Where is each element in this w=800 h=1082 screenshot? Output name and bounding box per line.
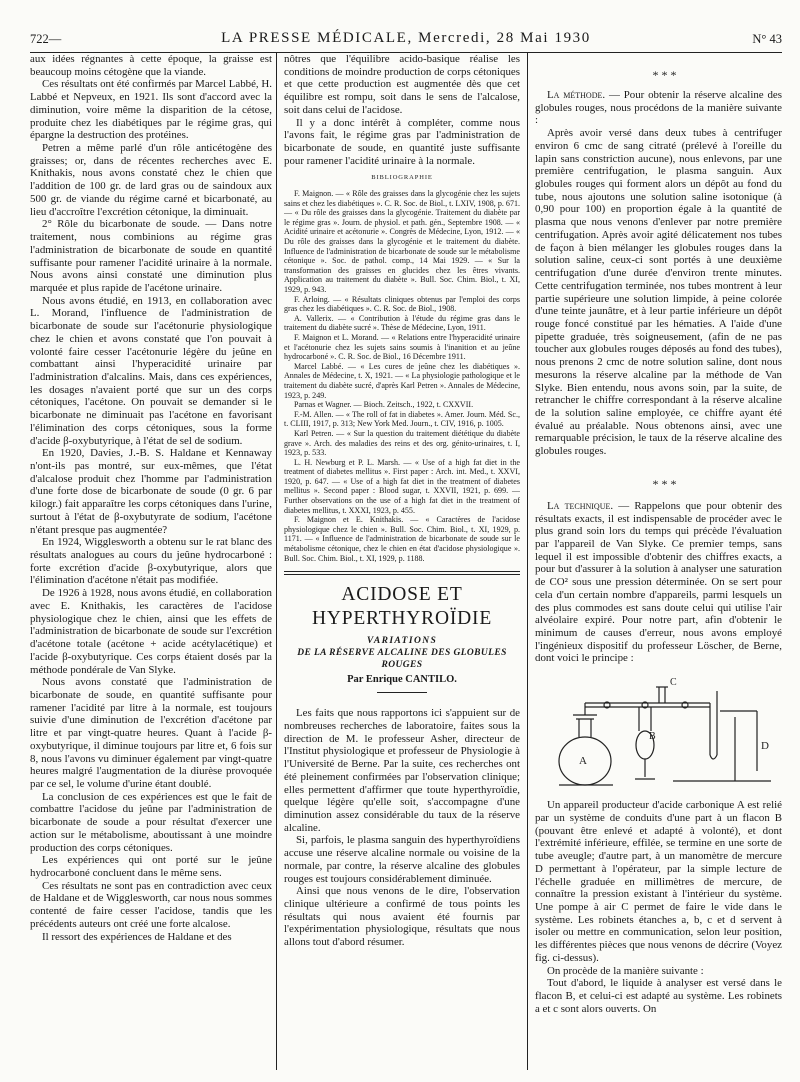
column-3 <box>535 53 782 1070</box>
methode-intro: La méthode. — Pour obtenir la réserve alcaline des globules rouges, nous procédons de la manière suivante : <box>535 89 782 127</box>
journal-title: LA PRESSE MÉDICALE, Mercredi, 28 Mai 1930 <box>221 30 591 46</box>
paragraph: nôtres que l'équilibre acido-basique réalise les conditions de moindre production de corps cétoniques et que cette production est augmentée dès que cet équilibre est rompu, soit dans le sens de l'alcalose, soit dans celui de l'acidose. <box>284 53 520 116</box>
page-number: 722— <box>30 32 62 46</box>
bibliography-entry: L. H. Newburg et P. L. Marsh. — « Use of a high fat diet in the treatment of diabetes mellitus ». First paper : Arch. int. Med., t. XXVI, 1920, p. 647. — « Use of a high fat diet in the treatment of diabetes mellitus ». Second paper : Blood sugar, t. XXVII, 1921, p. 699. — Further observations on the use of a high fat diet in the treatment of diabetes mellitus, t. XXXI, 1923, p. 455. <box>284 457 520 515</box>
bibliography-entry: F. Maignon. — « Rôle des graisses dans la glycogénie chez les sujets sains et chez les diabétiques ». C. R. Soc. de Biol., t. LXIV, 1908, p. 671. — « Du rôle des graisses dans la glycogénie. Traitement du diabète par le régime gras ». Journ. de physiol. et path. gén., Septembre 1908. — « Acidité urinaire et acétonurie ». Congrès de Médecine, Lyon, 1912. — « Du rôle des graisses dans la glycogénie et le traitement du diabète. Influence de l'administration de bicarbonate de soude sur le métabolisme cétonique ». Soc. de pathol. comp., 14 Mai 1929. — « Sur la transformation des graisses en glucides chez les êtres vivants. Application au traitement du diabète ». Bull. Soc. Chim. Biol., t. XI, 1929, p. 943. <box>284 189 520 294</box>
section-heading-methode: La méthode. <box>547 89 606 101</box>
label-b: B <box>649 731 656 743</box>
paragraph: Ces résultats ne sont pas en contradiction avec ceux de Haldane et de Wigglesworth, car nous nous sommes contenté de faire cesser l'acidose, tandis que les précédents auteurs ont créé une forte alcalose. <box>30 879 272 930</box>
paragraph: aux idées régnantes à cette époque, la graisse est beaucoup moins cétogène que la viande. <box>30 53 272 78</box>
bibliography-entry: A. Vallerix. — « Contribution à l'étude du régime gras dans le traitement du diabète sucré ». Thèse de Médecine, Lyon, 1911. <box>284 313 520 333</box>
paragraph: Ces résultats ont été confirmés par Marcel Labbé, H. Labbé et Nepveux, en 1921. Ils sont d'accord avec la diminution, voire même la disparition de la cétose, produite chez les diabétiques par le régime gras, qui épargne la destruction des protéines. <box>30 78 272 142</box>
article-rule-top-2 <box>284 574 520 575</box>
label-a: A <box>579 755 587 768</box>
paragraph: Petren a même parlé d'un rôle anticétogène des graisses; or, dans de récentes recherches avec E. Knithakis, nous avons constaté chez le chien que l'addition de 100 gr. de lard gras ou de saindoux aux 500 gr. de viande du régime carné et bicarbonaté, au lieu d'accroître l'excrétion cétonique, la diminuait. <box>30 142 272 218</box>
paragraph: En 1920, Davies, J.-B. S. Haldane et Kennaway n'ont-ils pas montré, sur eux-mêmes, que l'état d'alcalose produit chez l'homme par l'administration d'une forte dose de bicarbonate de soude (0 gr. 6 par kilogr.) fait apparaître les corps cétoniques dans l'urine, surtout à l'état de β-oxybutyrate de sodium, l'acétone n'étant presque pas augmentée? <box>30 447 272 536</box>
paragraph: Il ressort des expériences de Haldane et des <box>42 930 232 943</box>
article-byline: Par Enrique CANTILO. <box>347 674 457 686</box>
paragraph: Après avoir versé dans deux tubes à centrifuger environ 6 cmc de sang citraté (prélevé à l'oreille du lapin sans constriction aucune), nous enlevons, par une première centrifugation, le plasma sanguin. Aux globules rouges qui forment alors un dépôt au fond du tube, nous ajoutons une solution saline isotonique (à 0,90 pour 100) en proportion égale à la quantité de plasma que nous venons d'enlever par notre première centrifugation. Après avoir agité délicatement nos tubes de façon à bien mélanger les globules rouges dans la solution saline, ceux-ci sont portés à une deuxième centrifugation d'une durée d'environ trente minutes. Cette centrifugation terminée, nos tubes montrent à leur partie supérieure une solution limpide, à peine colorée d'une teinte jaunâtre, et à leur partie inférieure un dépôt rouge foncé constitué par les hématies. A l'aide d'une pipette graduée, très soigneusement, (afin de ne pas toucher aux globules rouges déposés au fond des tubes), nous prenons 2 cmc de notre solution saline, dont nous mesurons la réserve alcaline par la méthode de Van Slyke. Bien entendu, nous avons soin, par la suite, de retrancher le chiffre correspondant à la réserve alcaline de la solution saline employée, ce chiffre ayant été évalué au préalable. Nous obtenons ainsi, avec une remarquable précision, le taux de la réserve alcaline des globules rouges. <box>535 127 782 458</box>
section-heading-technique: La technique. <box>547 499 614 512</box>
article-conclusion <box>284 53 520 167</box>
paragraph: Les expériences qui ont porté sur le jeûne hydrocarboné concluent dans le même sens. <box>30 854 272 879</box>
paragraph: Nous avons constaté que l'administration de bicarbonate de soude, en quantité suffisante pour ramener l'acidité par litre à la normale, est toujours suivie d'une diminution de l'excrétion d'acétone par litre et par vingt-quatre heures. Quant à l'acide β-oxybutyrique, il diminue toujours par litre et, 6 fois sur 8, nous l'avons vu diminuer également par vingt-quatre heures malgré l'augmentation de la diurèse provoquée par ce sel, le volume d'urine étant doublé. <box>30 676 272 790</box>
technique-intro: La technique. — Rappelons que pour obtenir des résultats exacts, il est indispensable de procéder avec le plus grand soin lors du temps qui précède l'évaluation par l'appareil de Van Slyke. Ce premier temps, sans lequel il est impossible d'obtenir des chiffres exacts, a pour but d'assurer à la solution à analyser une saturation de CO² sous une pression déterminée. On se sert pour cela d'un certain nombre d'appareils, parmi lesquels un des plus commodes est sans doute celui qui utilise l'air alvéolaire expiré. Pour notre part, afin d'obtenir le minimum de causes d'erreur, nous avons employé l'ingénieux dispositif du professeur Löscher, de Berne, dont voici le principe : <box>535 499 782 665</box>
bibliography-entry: Karl Petren. — « Sur la question du traitement diététique du diabète grave ». Arch. des maladies des reins et des org. génito-urinaires, t. I, 1923, p. 533. <box>284 428 520 458</box>
paragraph: Tout d'abord, le liquide à analyser est versé dans le flacon B, et celui-ci est adapté au système. Les robinets a et c sont alors ouverts. On <box>535 977 782 1015</box>
byline-rule <box>377 692 427 693</box>
paragraph: Un appareil producteur d'acide carbonique A est relié par un système de conduits d'une part à un flacon B (pouvant être enlevé et adapté à volonté), et dont l'extrémité inférieure, effilée, se termine en une sorte de tube aveugle; d'autre part, à un manomètre de mercure D permettant à l'opérateur, par la simple lecture de l'échelle graduée en millimètres de mercure, de connaître la pression existant à l'intérieur du système. Une pompe à air C permet de faire le vide dans le système. Les robinets étanches a, b, c et d servent à isoler ou mettre en communication, selon leur position, les différentes pièces que nous venons de décrire (Voyez fig. ci-dessus). <box>535 799 782 964</box>
bibliography-entry: Parnas et Wagner. — Bioch. Zeitsch., 1922, t. CXXVII. <box>294 400 474 410</box>
apparatus-drawing <box>535 671 782 791</box>
paragraph: On procède de la manière suivante : <box>547 964 704 977</box>
label-c: C <box>670 677 677 689</box>
bibliography-entry: Marcel Labbé. — « Les cures de jeûne chez les diabétiques ». Annales de Médecine, t. X, 1921. — « La physiologie pathologique et le traitement du diabète sucré, d'après Karl Petren ». Annales de Médecine, 1923, p. 249. <box>284 361 520 400</box>
paragraph: De 1926 à 1928, nous avons étudié, en collaboration avec E. Knithakis, les caractères de l'acidose physiologique chez le chien, ainsi que les effets de l'administration de bicarbonate de soude sur l'excrétion d'acétone totale (acétone + acide acétylacétique) et l'acide β-oxybutyrique. Ces corps étaient dosés par la méthode pondérale de Van Slyke. <box>30 587 272 676</box>
article-subtitle-2: DE LA RÉSERVE ALCALINE DES GLOBULES ROUGES <box>297 648 507 671</box>
section-separator: * * * <box>652 68 677 82</box>
paragraph: En 1924, Wigglesworth a obtenu sur le rat blanc des résultats analogues au cours du jeûne hydrocarboné : forte excrétion d'acide β-oxybutyrique, alors que l'élimination d'acétone n'était pas modifiée. <box>30 536 272 587</box>
paragraph-text: Rappelons que pour obtenir des résultats exacts, il est indispensable de procéder avec le plus grand soin lors du temps qui précède l'évaluation par l'appareil de Van Slyke. Ce premier temps, sans lequel il est impossible d'obtenir des chiffres exacts, a pour but d'assurer à la solution à analyser une saturation de CO² sous une pression déterminée. On se sert pour cela d'un certain nombre d'appareils, parmi lesquels un des plus commodes est sans doute celui qui utilise l'air alvéolaire expiré. Pour notre part, afin d'obtenir le minimum de causes d'erreur, nous avons employé l'ingénieux dispositif du professeur Löscher, de Berne, dont voici le principe : <box>535 499 782 665</box>
paragraph: 2° Rôle du bicarbonate de soude. — Dans notre traitement, nous combinions au régime gras l'administration de bicarbonate de soude en quantité suffisante pour ramener l'acidité urinaire à la normale. Nous avons ainsi constaté une diminution plus marquée et plus rapide de l'acétone urinaire. <box>30 218 272 294</box>
column-1 <box>30 53 272 1070</box>
column-2 <box>284 53 520 1070</box>
bibliography-entry: F. Maignon et E. Knithakis. — « Caractères de l'acidose physiologique chez le chien ». Bull. Soc. Chim. Biol., t. XI, 1929, p. 1171. — « Influence de l'administration de bicarbonate de soude sur le métabolisme cétonique, chez le chien en état d'acidose physiologique ». Bull. Soc. Chim. Biol., t. XI, 1929, p. 1188. <box>284 515 520 563</box>
column-rule-2 <box>527 52 528 1070</box>
bibliography <box>284 173 520 563</box>
label-d: D <box>761 740 769 753</box>
paragraph: La conclusion de ces expériences est que le fait de combattre l'acidose du jeûne par l'administration de bicarbonate de soude a pour résultat d'exercer une action sur le métabolisme, aboutissant à une moindre production des corps cétoniques. <box>30 790 272 854</box>
page-header <box>30 24 782 52</box>
article-rule-top <box>284 571 520 572</box>
column-rule-1 <box>276 52 277 1070</box>
article-title: ACIDOSE ET HYPERTHYROÏDIE <box>311 584 493 630</box>
bibliography-entry: F.-M. Allen. — « The roll of fat in diabetes ». Amer. Journ. Méd. Sc., t. CLIII, 1917, p. 313; New York Med. Journ., t. CIV, 1916, p. 1005. <box>284 409 520 429</box>
section-separator: * * * <box>652 476 677 491</box>
apparatus-figure <box>535 671 782 791</box>
paragraph: Les faits que nous rapportons ici s'appuient sur de nombreuses recherches de laboratoire, faites sous la direction de M. le professeur Asher, directeur de l'Institut physiologique et professeur de Physiologie à l'Université de Berne. Par la suite, ces recherches ont été pleinement confirmées par l'observation clinique; elles permettent d'affirmer que toute hyperthyroïdie, quelque légère qu'elle soit, s'accompagne d'une diminution assez considérable du taux de la réserve alcaline. <box>284 707 520 834</box>
bibliography-entry: F. Arloing. — « Résultats cliniques obtenus par l'emploi des corps gras chez les diabétiques ». C. R. Soc. de Biol., 1908. <box>284 294 520 314</box>
article-body <box>284 707 520 949</box>
article-subtitle: VARIATIONS <box>366 636 438 647</box>
paragraph: Il y a donc intérêt à compléter, comme nous l'avons fait, le régime gras par l'administration de bicarbonate de soude, en quantité juste suffisante pour ramener l'acidité urinaire à la normale. <box>284 116 520 167</box>
paragraph: Nous avons étudié, en 1913, en collaboration avec L. Morand, l'influence de l'administration de bicarbonate de soude sur l'acétonurie physiologique chez le chien et avons constaté que l'on pouvait à volonté faire cesser l'acétonurie légère du jeûne en combattant ainsi l'hyperacidité urinaire par l'administration d'alcalins. Mais, dans ces expériences, les dosages n'avaient porté que sur un des corps cétoniques, l'acétone. On pouvait se demander si le bicarbonate ne diminuait pas l'acétone en favorisant l'élimination des corps cétoniques, sous la forme d'acide β-oxybutyrique, à l'état de sel de sodium. <box>30 294 272 447</box>
paragraph: Si, parfois, le plasma sanguin des hyperthyroïdiens accuse une réserve alcaline normale ou voisine de la normale, par contre, la réserve alcaline des globules rouges est toujours considérablement diminuée. <box>284 834 520 885</box>
paragraph: Ainsi que nous venons de le dire, l'observation clinique ultérieure a confirmé de tous points les résultats qui nous avaient été fournis par l'expérimentation physiologique, résultats que nous allons tout d'abord résumer. <box>284 885 520 949</box>
paragraph-text: Pour obtenir la réserve alcaline des globules rouges, nous procédons de la manière suivante : <box>535 89 782 127</box>
issue-number: N° 43 <box>752 32 782 46</box>
bibliography-entry: F. Maignon et L. Morand. — « Relations entre l'hyperacidité urinaire et l'acétonurie chez les sujets sains soumis à l'inanition et au jeûne hydrocarboné ». C. R. Soc. de Biol., 16 Décembre 1911. <box>284 332 520 362</box>
bibliography-heading: BIBLIOGRAPHIE <box>371 174 433 182</box>
